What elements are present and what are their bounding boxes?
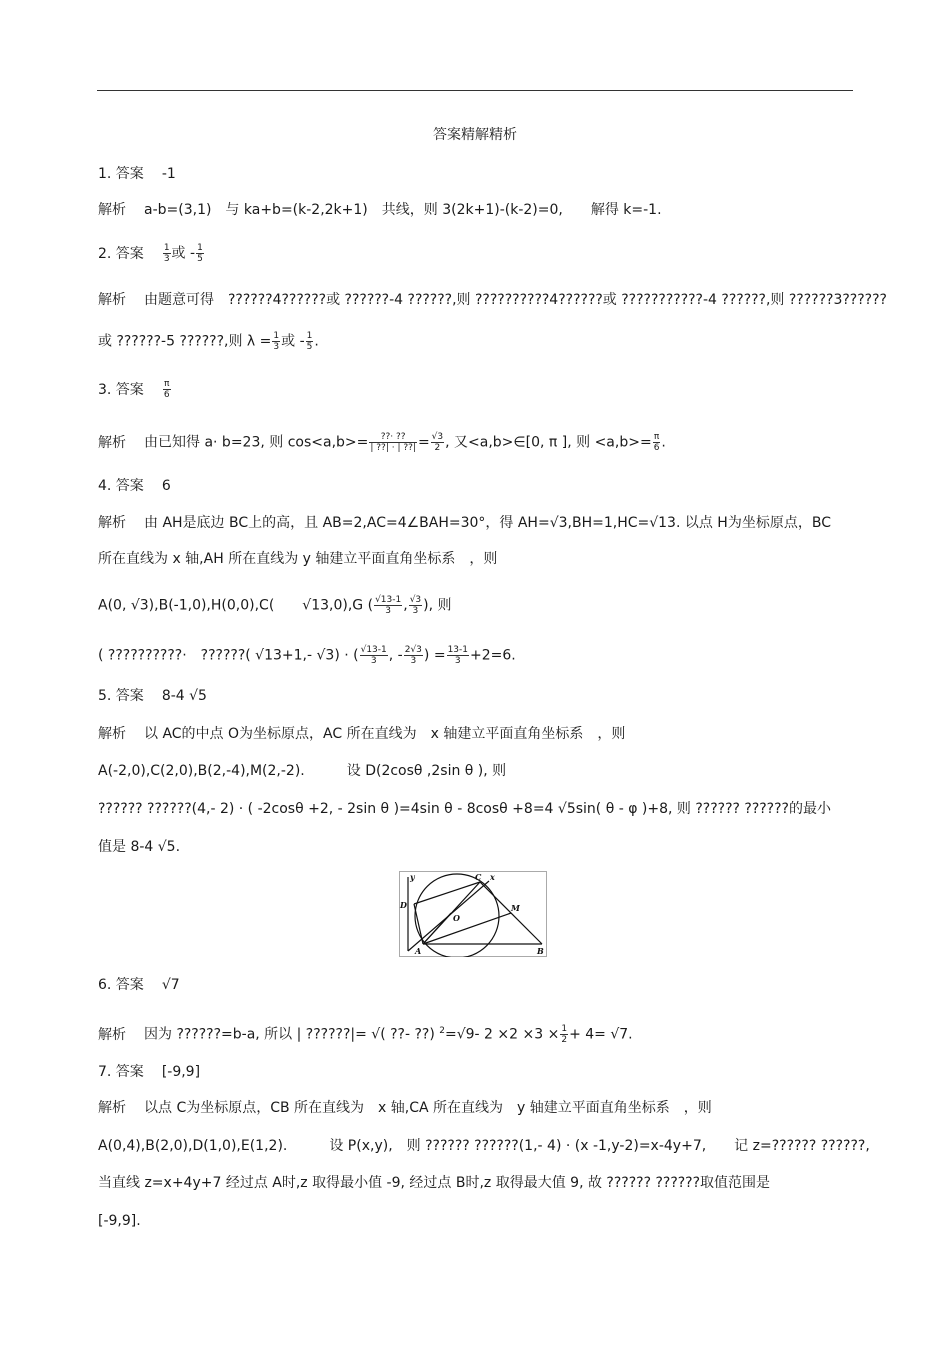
q4-solution-line3: A(0, √3),B(-1,0),H(0,0),C( √13,0),G ( $\frac{√13-1}{3}$ , $\frac{√3}{3}$ ), 则 [98,595,452,616]
q7-solution-line3: 当直线 z=x+4y+7 经过点 A时,z 取得最小值 -9, 经过点 B时,z 取得最大值 9, 故 ?????? ??????取值范围是 [98,1175,771,1191]
fig-label-a: A [415,946,422,956]
q4-answer: 4. 答案 6 [98,478,171,494]
page-title: 答案精解精析 [433,127,517,143]
fig-label-x: x [490,872,495,882]
fig-label-o: O [453,913,460,923]
fig-label-b: B [537,946,544,956]
q5-solution-line1: 解析 以 AC的中点 O为坐标原点，AC 所在直线为 x 轴建立平面直角坐标系 ，则 [98,726,626,742]
q2-solution-line1: 解析 由题意可得 ??????4??????或 ??????-4 ??????,则 ??????????4??????或 ???????????-4 ??????,则 ??????3?????? [98,292,887,308]
q5-geometry-figure [399,871,547,957]
q2-answer: 2. 答案 $\frac{1}{3}$ 或 - $\frac{1}{5}$ [98,243,203,264]
q4-solution-line1: 解析 由 AH是底边 BC上的高，且 AB=2,AC=4∠BAH=30°，得 AH=√3,BH=1,HC=√13. 以点 H为坐标原点，BC [98,515,831,531]
q4-solution-line2: 所在直线为 x 轴,AH 所在直线为 y 轴建立平面直角坐标系 ，则 [98,551,498,567]
q1-solution: 解析 a-b=(3,1) 与 ka+b=(k-2,2k+1) 共线，则 3(2k+1)-(k-2)=0, 解得 k=-1. [98,202,662,218]
q5-solution-line3: ?????? ??????(4,- 2) · ( -2cosθ +2, - 2sin θ )=4sin θ - 8cosθ +8=4 √5sin( θ - φ )+8, 则 ?????? ??????的最小 [98,801,831,817]
fig-label-c: C [475,872,482,882]
q7-solution-line1: 解析 以点 C为坐标原点，CB 所在直线为 x 轴,CA 所在直线为 y 轴建立平面直角坐标系 ，则 [98,1100,712,1116]
fig-label-y: y [410,872,415,882]
q5-answer: 5. 答案 8-4 √5 [98,688,207,704]
q7-answer: 7. 答案 [-9,9] [98,1064,201,1080]
q5-solution-line4: 值是 8-4 √5. [98,839,181,855]
q7-solution-line4: [-9,9]. [98,1213,141,1229]
fig-label-m: M [511,903,520,913]
q7-solution-line2: A(0,4),B(2,0),D(1,0),E(1,2). 设 P(x,y), 则 ?????? ??????(1,- 4) · (x -1,y-2)=x-4y+7, 记 z=?????? ??????, [98,1138,870,1154]
q6-solution: 解析 因为 ??????=b-a, 所以 | ??????|= √( ??- ??) $^2$=√9- 2 ×2 ×3 × $\frac{1}{2}$ + 4= √7. [98,1024,633,1046]
q6-answer: 6. 答案 √7 [98,977,180,993]
header-rule [97,90,853,91]
q1-answer: 1. 答案 -1 [98,166,176,182]
q3-solution: 解析 由已知得 a· b=23, 则 cos<a,b>= $\frac{??\cdot ??}{| ??| \cdot | ??|}$ = $\frac{√3}{2}$ , 又<a,b>∈[0, π ], 则 <a,b>= $\frac{\pi}{6}$ . [98,432,666,453]
fig-label-d: D [400,900,407,910]
q4-solution-line4: ( ??????????· ??????( √13+1,- √3) · ( $\frac{√13-1}{3}$ , - $\frac{2√3}{3}$ ) = $\frac{13-1}{3}$ +2=6. [98,645,516,666]
q3-answer: 3. 答案 $\frac{\pi}{6}$ [98,379,170,400]
q2-solution-line2: 或 ??????-5 ??????,则 λ = $\frac{1}{3}$ 或 - $\frac{1}{5}$ . [98,331,319,352]
q5-solution-line2: A(-2,0),C(2,0),B(2,-4),M(2,-2). 设 D(2cosθ ,2sin θ ), 则 [98,763,507,779]
